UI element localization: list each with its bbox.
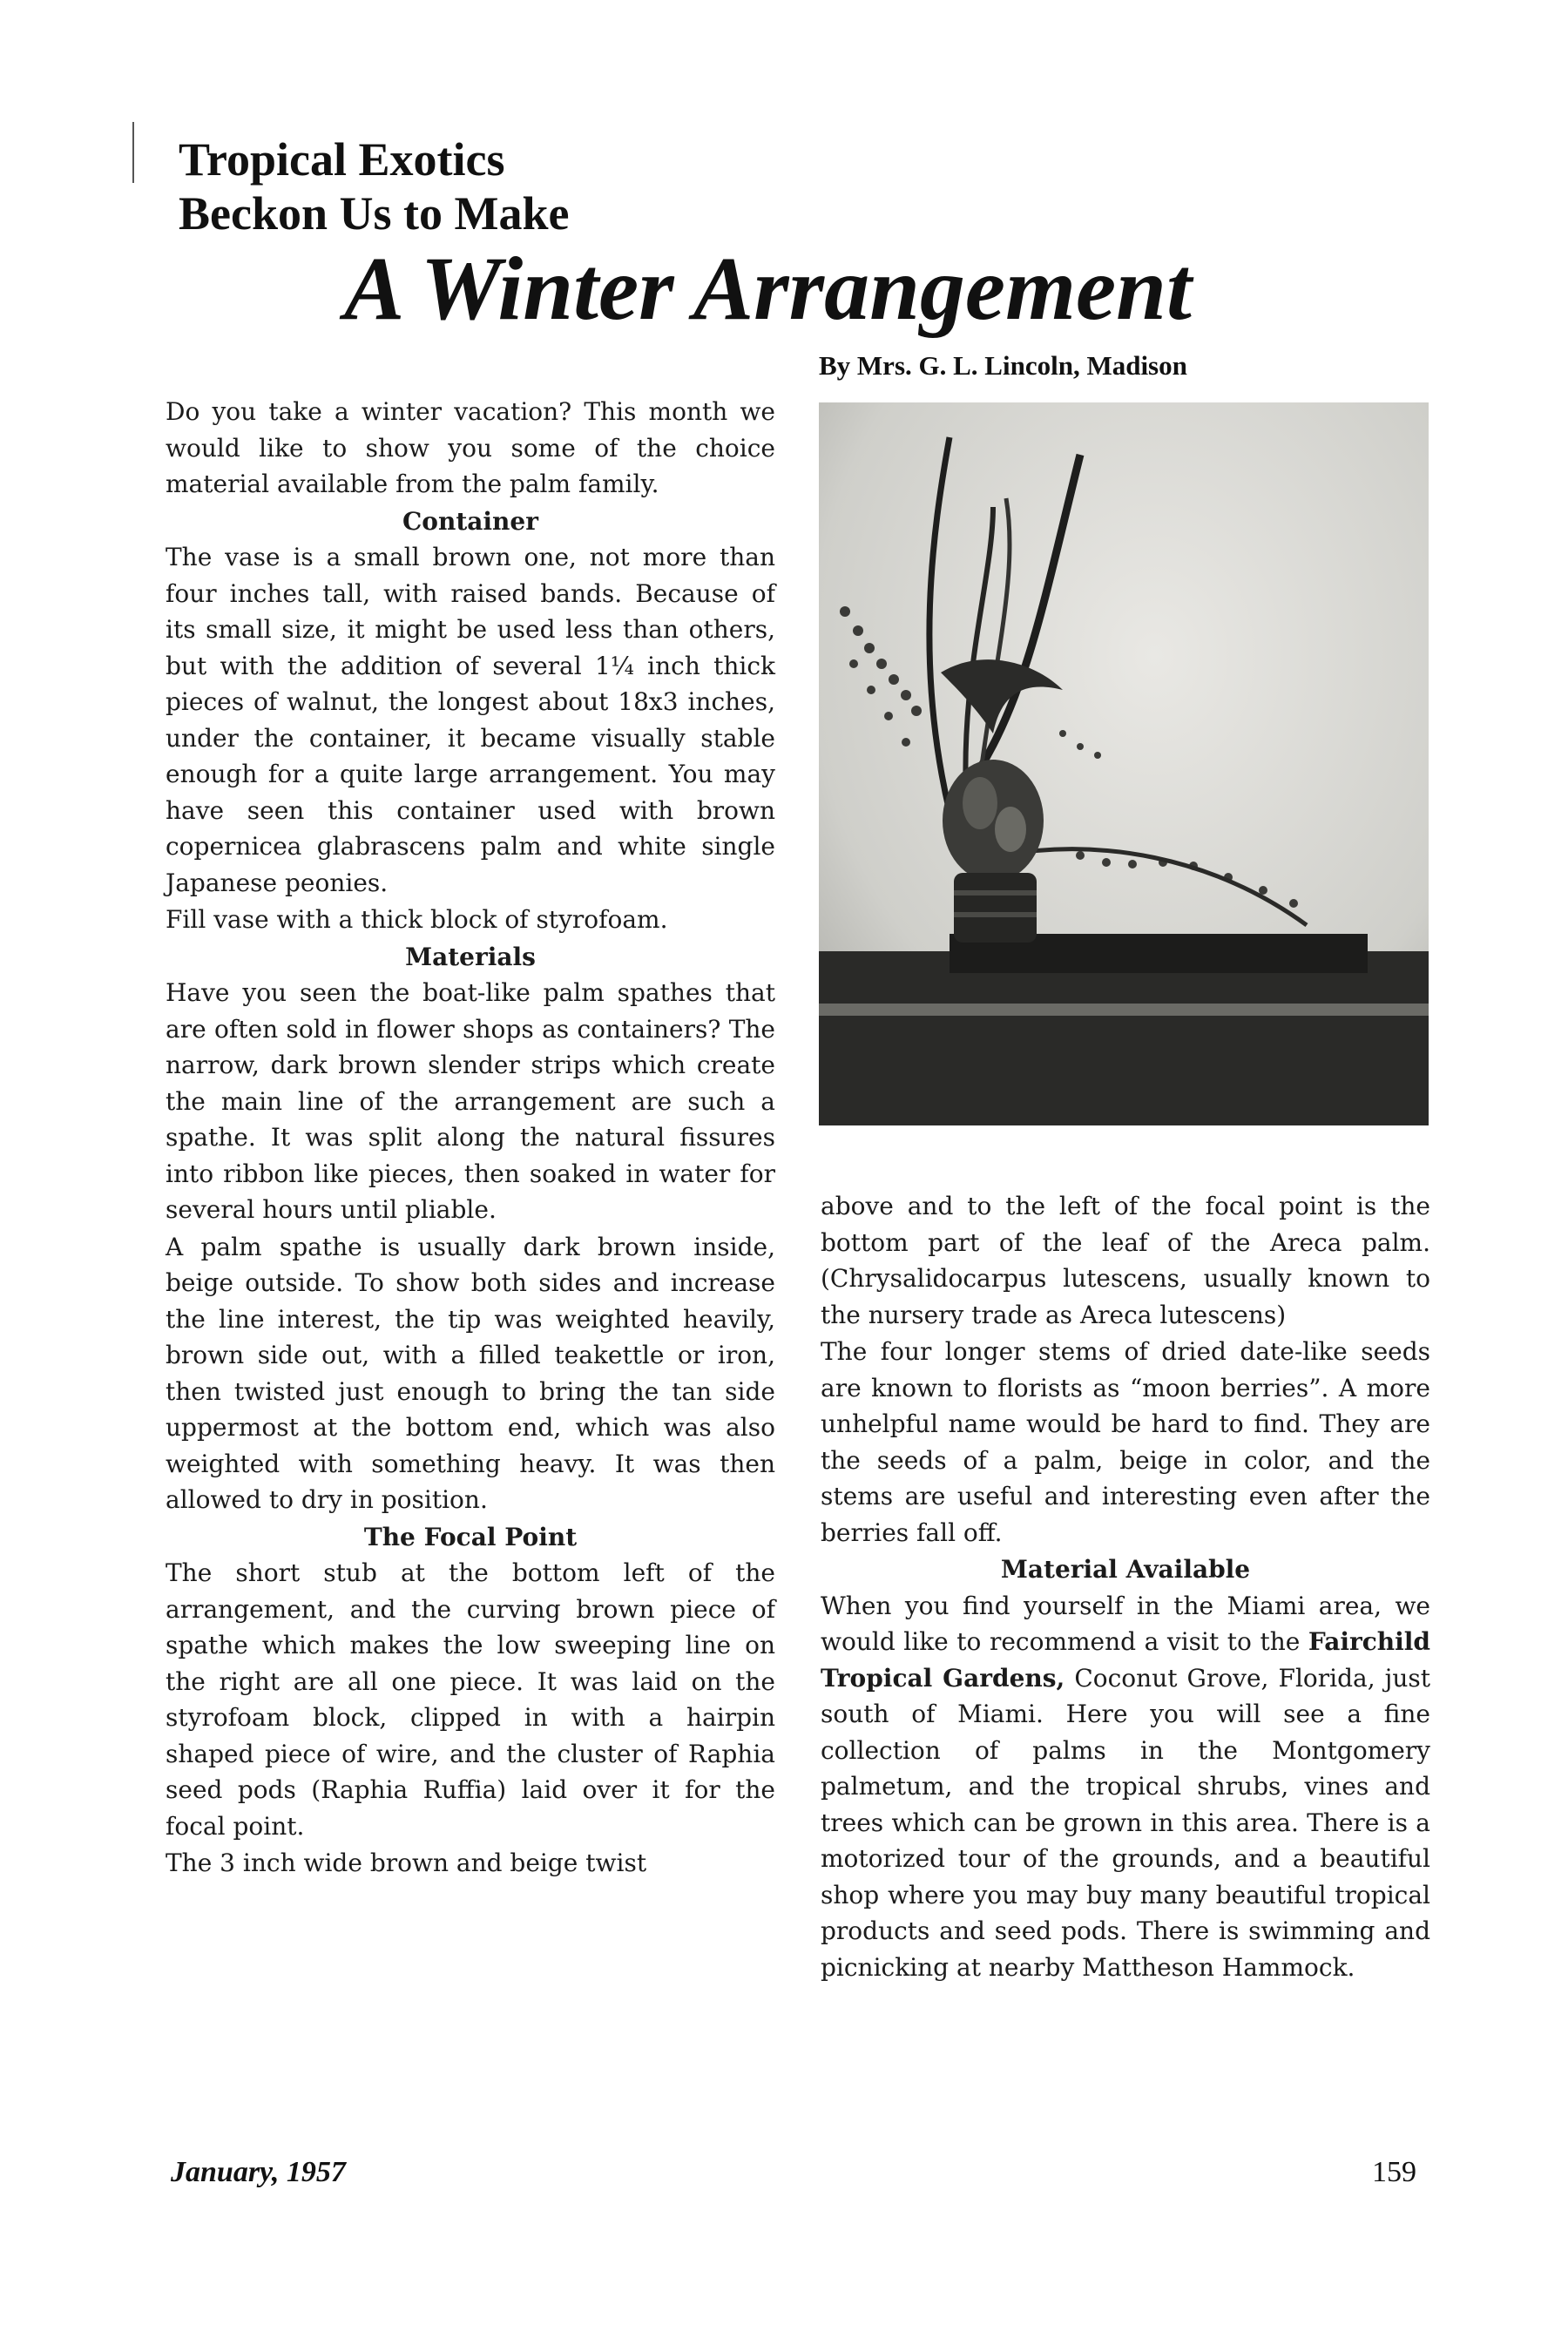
brown-vase [954,873,1037,943]
right-paragraph-1: above and to the left of the focal point is the bottom part of the leaf of the Areca palm. (Chrysalidocarpus lutescens, usually known to the nursery trade as Areca lutescens) [821,1192,1430,1329]
focal-paragraph-2: The 3 inch wide brown and beige twist [166,1848,647,1877]
article-kicker [179,132,963,240]
issue-date: January, 1957 [171,2156,346,2188]
left-column [166,394,775,1882]
base-highlight [819,1004,1429,1016]
container-heading: Container [402,506,538,536]
available-paragraph [821,1588,1430,1986]
materials-paragraph-2: A palm spathe is usually dark brown inside, beige outside. To show both sides and increase the line interest, the tip was weighted heavily, brown side out, with a filled teakettle or iron, then twisted just enough to bring the tan side uppermost at the bottom end, which was also weighted with something heavy. It was then allowed to dry in position. [166,1232,775,1514]
page-edge-mark [132,122,134,183]
article-byline: By Mrs. G. L. Lincoln, Madison [819,350,1187,381]
right-paragraph-2: The four longer stems of dried date-like seeds are known to florists as “moon berries”. A more unhelpful name would be hard to find. They are the seeds of a palm, beige in color, and the stems are useful and interesting even after the berries fall off. [821,1337,1430,1547]
available-text-b: Coconut Grove, Florida, just south of Miami. Here you will see a fine collection of palms in the Montgomery palmetum, and the tropical shrubs, vines and trees which can be grown in this area. There is a motorized tour of the grounds, and a beautiful shop where you may buy many beautiful tropical products and seed pods. There is swimming and picnicking at nearby Mattheson Hammock. [821,1663,1431,1982]
page-number: 159 [1372,2156,1416,2188]
material-available-heading: Material Available [1000,1555,1251,1584]
intro-paragraph: Do you take a winter vacation? This month we would like to show you some of the choice material available from the palm family. [166,397,775,498]
raphia-pod-cluster [943,760,1044,882]
focal-paragraph-1: The short stub at the bottom left of the arrangement, and the curving brown piece of spathe which makes the low sweeping line on the right are all one piece. It was laid on the styrofoam block, clipped in with a hairpin shaped piece of wire, and the cluster of Raphia seed pods (Raphia Ruffia) laid over it for the focal point. [166,1558,775,1841]
materials-heading: Materials [405,942,536,971]
arrangement-photo [819,402,1429,1125]
kicker-line-2: Beckon Us to Make [179,187,570,240]
fairchild-gardens-name: Fairchild Tropical Gardens, [821,1627,1430,1693]
right-column [821,1188,1430,1986]
container-paragraph-2: Fill vase with a thick block of styrofoam. [166,905,668,934]
focal-point-heading: The Focal Point [363,1522,578,1551]
kicker-line-1: Tropical Exotics [179,133,505,186]
arrangement-illustration [819,402,1429,1125]
container-paragraph-1: The vase is a small brown one, not more than four inches tall, with raised bands. Because of its small size, it might be used less than others, but with the addition of several 1¼ inch thick pieces of walnut, the longest about 18x3 inches, under the container, it became visually stable enough for a quite large arrangement. You may have seen this container used with brown copernicea glabrascens palm and white single Japanese peonies. [166,543,775,897]
available-text-a: When you find yourself in the Miami area, we would like to recommend a visit to the [821,1591,1430,1656]
materials-paragraph-1: Have you seen the boat-like palm spathes that are often sold in flower shops as containers? The narrow, dark brown slender strips which create the main line of the arrangement are such a spathe. It was split along the natural fissures into ribbon like pieces, then soaked in water for several hours until pliable. [166,978,775,1224]
walnut-base [819,951,1429,1125]
article-title: A Winter Arrangement [344,239,1192,339]
